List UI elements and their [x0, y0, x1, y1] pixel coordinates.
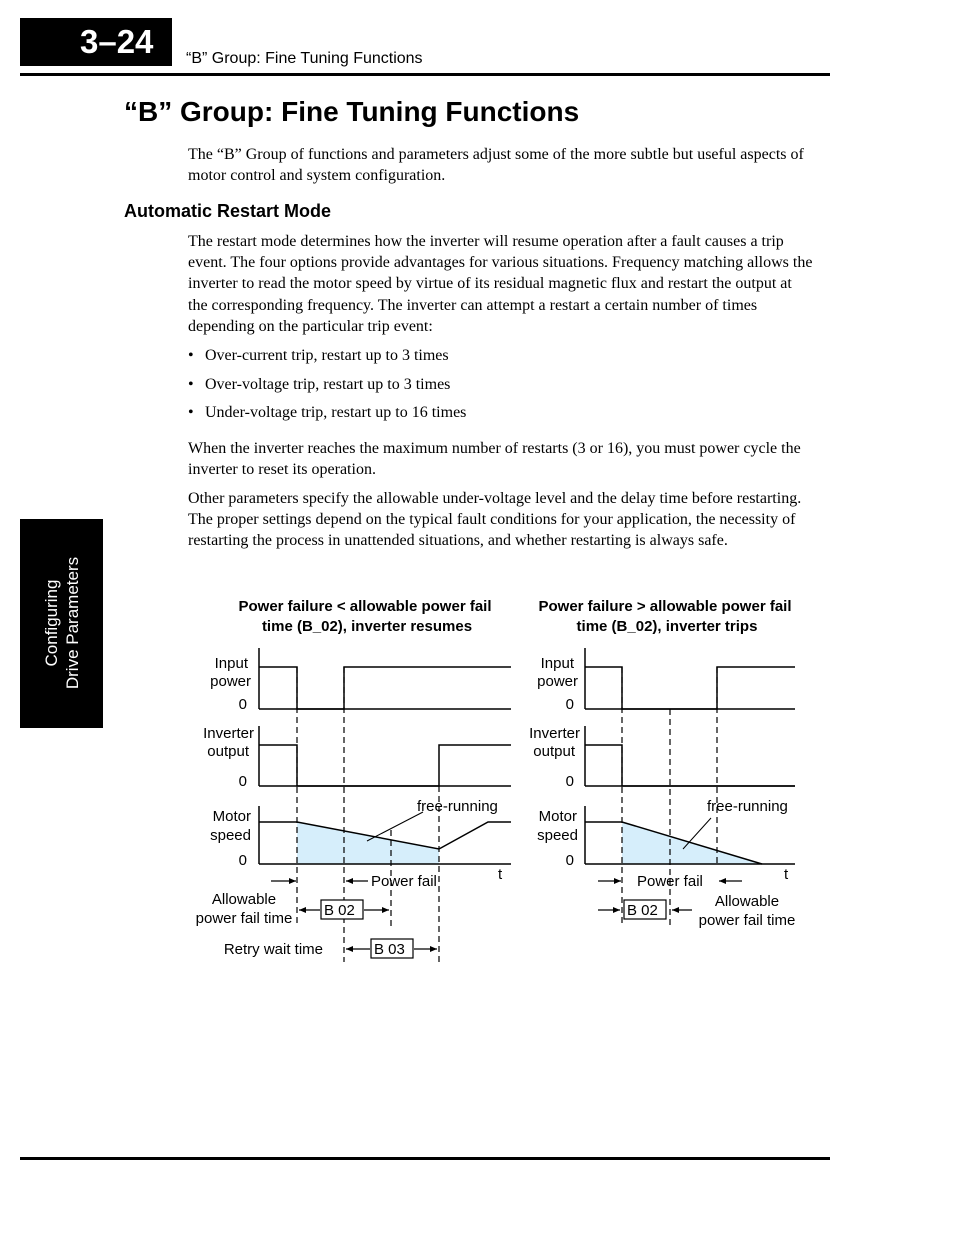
left-free-running-leader	[367, 812, 423, 841]
right-title-line-1: Power failure > allowable power fail	[538, 598, 792, 615]
left-free-running-label: free-running	[417, 798, 498, 815]
left-inverter-label-1: Inverter	[203, 725, 254, 742]
right-output-zero: 0	[565, 773, 574, 790]
right-allowable-label-2: power fail time	[698, 912, 796, 929]
left-b03-label: B 03	[374, 941, 405, 958]
left-inverter-label-2: output	[207, 743, 249, 760]
right-motor-label-2: speed	[537, 827, 578, 844]
left-b02-label: B 02	[324, 902, 355, 919]
left-motor-label-2: speed	[210, 827, 251, 844]
bullet-item: • Over-voltage trip, restart up to 3 times	[188, 376, 451, 393]
left-output-zero: 0	[238, 773, 247, 790]
bullet-text: Over-voltage trip, restart up to 3 times	[205, 376, 451, 393]
left-title-line-1: Power failure < allowable power fail	[238, 598, 492, 615]
right-speed-zero: 0	[565, 852, 574, 869]
diagram-resumes	[196, 598, 511, 962]
right-input-label-2: power	[537, 673, 578, 690]
side-tab-line-1: Configuring	[42, 579, 61, 667]
right-free-running-label: free-running	[707, 798, 788, 815]
page-number-badge: 3–24	[20, 18, 172, 66]
bullet-item: • Over-current trip, restart up to 3 times	[188, 347, 449, 364]
footer-rule	[20, 1157, 830, 1160]
left-allowable-label-1: Allowable	[211, 891, 277, 908]
subsection-title: Automatic Restart Mode	[124, 201, 332, 221]
left-motor-label-1: Motor	[212, 808, 251, 825]
left-power-fail-label: Power fail	[371, 873, 437, 890]
right-input-power-trace	[585, 667, 795, 709]
left-input-label-2: power	[210, 673, 251, 690]
right-motor-label-1: Motor	[538, 808, 577, 825]
left-retry-label: Retry wait time	[223, 941, 323, 958]
restart-mode-paragraph: The restart mode determines how the inverter will resume operation after a fault causes a trip event. The four options provide advantages for various situations. Frequency matching allows the inverter to read the motor speed by virtue of its residual magnetic flux and restart the output at the corresponding frequency. The inverter can attempt a restart a certain number of times depending on the particular trip event:	[188, 233, 813, 335]
right-input-zero: 0	[565, 696, 574, 713]
right-inverter-label-1: Inverter	[529, 725, 580, 742]
max-restarts-paragraph: When the inverter reaches the maximum number of restarts (3 or 16), you must power cycle the inverter to reset its operation.	[188, 440, 801, 479]
side-tab-line-2: Drive Parameters	[63, 556, 82, 690]
right-inverter-output-trace	[585, 745, 795, 786]
bullet-item: • Under-voltage trip, restart up to 16 times	[188, 404, 467, 421]
running-header: “B” Group: Fine Tuning Functions	[186, 50, 423, 67]
right-allowable-label-1: Allowable	[714, 893, 780, 910]
other-parameters-paragraph: Other parameters specify the allowable under-voltage level and the delay time before restarting. The proper settings depend on the typical fault conditions for your application, the necessity of restarting the process in unattended situations, and whether restarting is always safe.	[188, 490, 802, 550]
section-title: “B” Group: Fine Tuning Functions	[124, 96, 580, 127]
bullet-text: Over-current trip, restart up to 3 times	[205, 347, 449, 364]
right-inverter-label-2: output	[533, 743, 575, 760]
left-speed-shading	[297, 822, 439, 864]
right-input-label-1: Input	[540, 655, 574, 672]
left-input-zero: 0	[238, 696, 247, 713]
left-t-label: t	[498, 866, 503, 883]
diagram-trips	[529, 598, 795, 929]
left-speed-zero: 0	[238, 852, 247, 869]
intro-paragraph: The “B” Group of functions and parameters adjust some of the more subtle but useful aspects of motor control and system configuration.	[188, 146, 804, 185]
left-input-label-1: Input	[214, 655, 248, 672]
right-power-fail-label: Power fail	[637, 873, 703, 890]
left-allowable-label-2: power fail time	[195, 910, 293, 927]
left-title-line-2: time (B_02), inverter resumes	[261, 618, 473, 635]
bullet-text: Under-voltage trip, restart up to 16 times	[205, 404, 467, 421]
right-t-label: t	[784, 866, 789, 883]
right-title-line-2: time (B_02), inverter trips	[576, 618, 758, 635]
right-b02-label: B 02	[627, 902, 658, 919]
